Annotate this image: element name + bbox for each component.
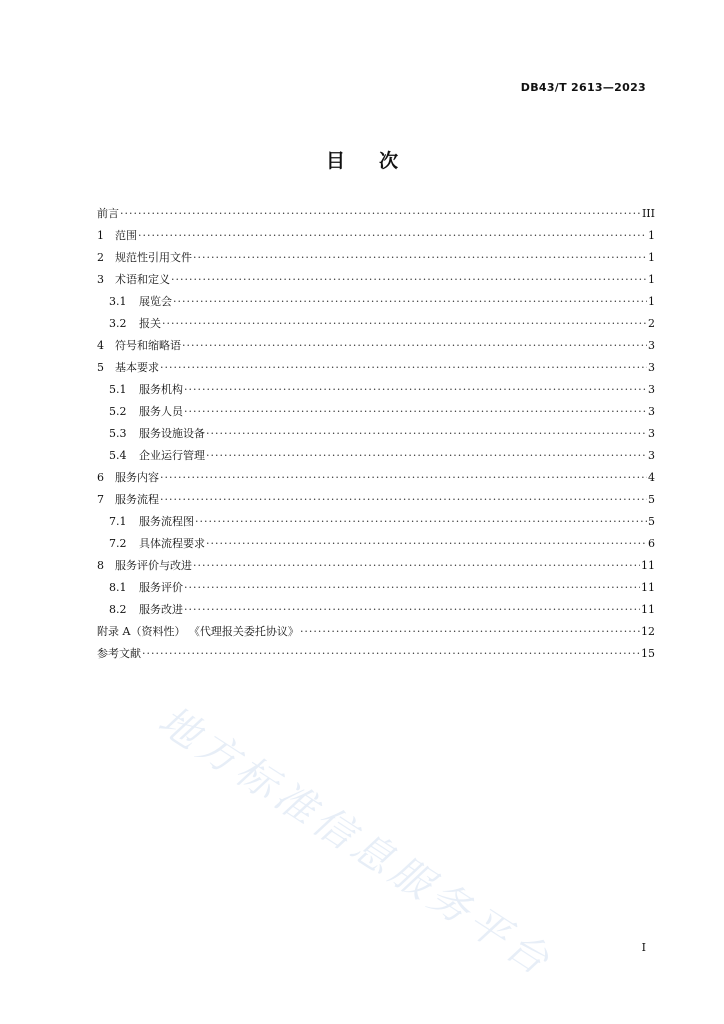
toc-entry[interactable] (97, 599, 655, 621)
toc-entry-page: 3 (648, 339, 655, 352)
toc-leader-dots (206, 423, 647, 445)
toc-entry[interactable] (97, 467, 655, 489)
toc-entry-label: 范围 (115, 229, 137, 242)
toc-entry-page: 11 (641, 603, 655, 616)
toc-entry[interactable] (97, 401, 655, 423)
toc-entry-label: 符号和缩略语 (115, 339, 181, 352)
toc-leader-dots (184, 599, 640, 621)
toc-entry-page: 3 (648, 405, 655, 418)
toc-entry-page: 3 (648, 361, 655, 374)
toc-entry-label: 基本要求 (115, 361, 159, 374)
toc-entry-label: 服务评价与改进 (115, 559, 192, 572)
toc-entry-label: 附录 A（资料性） 《代理报关委托协议》 (97, 625, 299, 638)
toc-entry-number: 7.2 (109, 537, 127, 550)
toc-entry[interactable] (97, 247, 655, 269)
toc-entry-number: 5.4 (109, 449, 127, 462)
toc-entry-number: 8 (97, 559, 104, 572)
toc-leader-dots (184, 401, 647, 423)
toc-entry-number: 7.1 (109, 515, 127, 528)
toc-entry-label: 参考文献 (97, 647, 141, 660)
toc-entry-label: 服务流程 (115, 493, 159, 506)
toc-entry-page: 6 (648, 537, 655, 550)
toc-leader-dots (182, 335, 647, 357)
toc-entry-number: 8.1 (109, 581, 127, 594)
toc-entry-label: 规范性引用文件 (115, 251, 192, 264)
toc-entry-label: 服务人员 (139, 405, 183, 418)
toc-entry-label: 服务改进 (139, 603, 183, 616)
page-number: I (641, 941, 646, 954)
toc-entry-number: 3 (97, 273, 104, 286)
toc-entry-label: 报关 (139, 317, 161, 330)
toc-entry-page: 1 (648, 251, 655, 264)
toc-entry[interactable] (97, 445, 655, 467)
toc-entry-label: 企业运行管理 (139, 449, 205, 462)
toc-entry-page: 4 (648, 471, 655, 484)
toc-entry[interactable] (97, 621, 655, 643)
toc-entry-page: 1 (648, 229, 655, 242)
toc-entry-label: 服务流程图 (139, 515, 194, 528)
toc-entry-page: 1 (648, 273, 655, 286)
toc-leader-dots (300, 621, 640, 643)
toc-entry-label: 服务内容 (115, 471, 159, 484)
toc-entry-number: 3.2 (109, 317, 127, 330)
toc-leader-dots (184, 577, 640, 599)
toc-leader-dots (206, 533, 647, 555)
toc-entry[interactable] (97, 335, 655, 357)
title-char-2: 次 (379, 150, 399, 172)
toc-entry[interactable] (97, 203, 655, 225)
toc-entry-page: 12 (641, 625, 655, 638)
toc-entry[interactable] (97, 555, 655, 577)
toc-entry-number: 5.1 (109, 383, 127, 396)
toc-leader-dots (162, 313, 647, 335)
toc-entry-page: 1 (648, 295, 655, 308)
toc-entry-page: 5 (648, 493, 655, 506)
toc-leader-dots (160, 489, 647, 511)
toc-leader-dots (193, 555, 640, 577)
toc-leader-dots (193, 247, 647, 269)
toc-entry-number: 3.1 (109, 295, 127, 308)
toc-entry-number: 2 (97, 251, 104, 264)
toc-entry-number: 5.3 (109, 427, 127, 440)
toc-entry[interactable] (97, 225, 655, 247)
toc-entry-number: 7 (97, 493, 104, 506)
toc-entry[interactable] (97, 643, 655, 665)
toc-entry-number: 1 (97, 229, 104, 242)
toc-leader-dots (184, 379, 647, 401)
toc-entry-page: 11 (641, 559, 655, 572)
toc-leader-dots (160, 467, 647, 489)
toc-entry-page: 11 (641, 581, 655, 594)
toc-entry-page: 3 (648, 427, 655, 440)
toc-entry[interactable] (97, 357, 655, 379)
toc-entry[interactable] (97, 577, 655, 599)
toc-entry-label: 展览会 (139, 295, 172, 308)
toc-entry-page: 3 (648, 449, 655, 462)
toc-entry[interactable] (97, 291, 655, 313)
toc-leader-dots (171, 269, 647, 291)
toc-leader-dots (173, 291, 647, 313)
toc-entry[interactable] (97, 533, 655, 555)
toc-entry[interactable] (97, 423, 655, 445)
toc-entry-label: 服务机构 (139, 383, 183, 396)
toc-entry-label: 术语和定义 (115, 273, 170, 286)
toc-entry-number: 6 (97, 471, 104, 484)
toc-entry-page: 5 (648, 515, 655, 528)
toc-entry-number: 5 (97, 361, 104, 374)
toc-entry-label: 前言 (97, 207, 119, 220)
toc-entry-page: 15 (641, 647, 655, 660)
toc-entry-label: 服务设施设备 (139, 427, 205, 440)
toc-leader-dots (138, 225, 647, 247)
toc-leader-dots (120, 203, 641, 225)
toc-entry-number: 5.2 (109, 405, 127, 418)
toc-entry[interactable] (97, 511, 655, 533)
toc-entry-number: 4 (97, 339, 104, 352)
toc-entry[interactable] (97, 269, 655, 291)
page-title (0, 146, 724, 173)
toc-leader-dots (160, 357, 647, 379)
watermark: 地方标准信息服务平台 (150, 697, 561, 987)
toc-entry[interactable] (97, 379, 655, 401)
toc-entry-page: 2 (648, 317, 655, 330)
toc-leader-dots (195, 511, 647, 533)
table-of-contents (97, 203, 655, 665)
toc-entry[interactable] (97, 489, 655, 511)
document-code: DB43/T 2613—2023 (520, 81, 646, 94)
toc-entry-label: 具体流程要求 (139, 537, 205, 550)
title-char-1: 目 (325, 150, 345, 172)
toc-leader-dots (142, 643, 640, 665)
toc-entry-page: III (641, 207, 655, 220)
toc-entry[interactable] (97, 313, 655, 335)
toc-entry-number: 8.2 (109, 603, 127, 616)
toc-entry-page: 3 (648, 383, 655, 396)
toc-leader-dots (206, 445, 647, 467)
toc-entry-label: 服务评价 (139, 581, 183, 594)
